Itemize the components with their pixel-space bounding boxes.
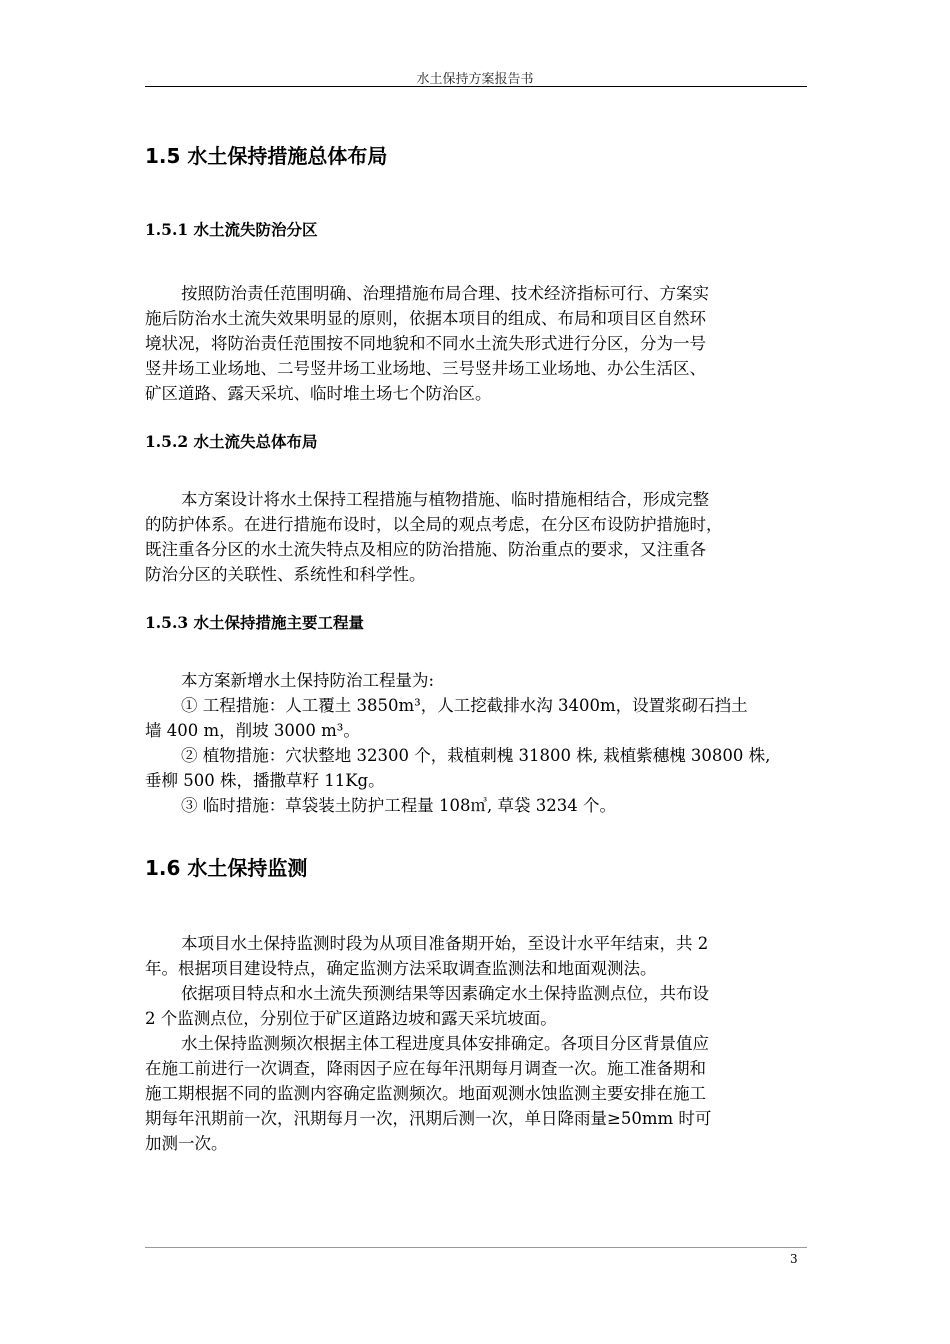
paragraph-line: 本项目水土保持监测时段为从项目准备期开始，至设计水平年结束，共 2 bbox=[181, 934, 709, 953]
subsection-heading-1-5-3: 1.5.3 水土保持措施主要工程量 bbox=[145, 613, 365, 632]
paragraph-line: 竖井场工业场地、二号竖井场工业场地、三号竖井场工业场地、办公生活区、 bbox=[145, 359, 706, 378]
paragraph-line: 既注重各分区的水土流失特点及相应的防治措施、防治重点的要求，又注重各 bbox=[145, 540, 706, 559]
paragraph-line: 2 个监测点位，分别位于矿区道路边坡和露天采坑坡面。 bbox=[145, 1009, 557, 1028]
paragraph-line: 年。根据项目建设特点，确定监测方法采取调查监测法和地面观测法。 bbox=[145, 959, 657, 978]
paragraph-line: 垂柳 500 株，播撒草籽 11Kg。 bbox=[145, 771, 385, 790]
paragraph-line: 施后防治水土流失效果明显的原则，依据本项目的组成、布局和项目区自然环 bbox=[145, 309, 706, 328]
paragraph-line: 矿区道路、露天采坑、临时堆土场七个防治区。 bbox=[145, 384, 492, 403]
paragraph-line: 境状况，将防治责任范围按不同地貌和不同水土流失形式进行分区，分为一号 bbox=[145, 334, 706, 353]
paragraph-line: 施工期根据不同的监测内容确定监测频次。地面观测水蚀监测主要安排在施工 bbox=[145, 1084, 706, 1103]
list-item: ① 工程措施：人工覆土 3850m³，人工挖截排水沟 3400m，设置浆砌石挡土 bbox=[181, 696, 748, 715]
paragraph-line: 加测一次。 bbox=[145, 1134, 228, 1153]
paragraph-line: 墙 400 m，削坡 3000 m³。 bbox=[145, 721, 360, 740]
paragraph-line: 期每年汛期前一次，汛期每月一次，汛期后测一次，单日降雨量≥50mm 时可 bbox=[145, 1109, 712, 1128]
subsection-heading-1-5-2: 1.5.2 水土流失总体布局 bbox=[145, 432, 318, 451]
list-item: ③ 临时措施：草袋装土防护工程量 108㎥, 草袋 3234 个。 bbox=[181, 796, 616, 815]
footer-divider bbox=[145, 1247, 807, 1248]
paragraph-line: 依据项目特点和水土流失预测结果等因素确定水土保持监测点位，共布设 bbox=[181, 984, 709, 1003]
page-header-title: 水土保持方案报告书 bbox=[416, 72, 534, 87]
paragraph-line: 的防护体系。在进行措施布设时，以全局的观点考虑，在分区布设防护措施时， bbox=[145, 515, 723, 534]
section-heading-1-6: 1.6 水土保持监测 bbox=[145, 856, 308, 880]
list-item: ② 植物措施：穴状整地 32300 个，栽植刺槐 31800 株, 栽植紫穗槐 30800 株, bbox=[181, 746, 771, 765]
paragraph-line: 按照防治责任范围明确、治理措施布局合理、技术经济指标可行、方案实 bbox=[181, 284, 709, 303]
subsection-heading-1-5-1: 1.5.1 水土流失防治分区 bbox=[145, 220, 318, 239]
page-number: 3 bbox=[790, 1252, 798, 1266]
header-divider bbox=[145, 86, 807, 87]
paragraph-line: 水土保持监测频次根据主体工程进度具体安排确定。各项目分区背景值应 bbox=[181, 1034, 709, 1053]
paragraph-line: 本方案新增水土保持防治工程量为: bbox=[181, 671, 435, 690]
paragraph-line: 防治分区的关联性、系统性和科学性。 bbox=[145, 565, 426, 584]
paragraph-line: 在施工前进行一次调查，降雨因子应在每年汛期每月调查一次。施工准备期和 bbox=[145, 1059, 706, 1078]
section-heading-1-5: 1.5 水土保持措施总体布局 bbox=[145, 144, 388, 168]
paragraph-line: 本方案设计将水土保持工程措施与植物措施、临时措施相结合，形成完整 bbox=[181, 490, 709, 509]
